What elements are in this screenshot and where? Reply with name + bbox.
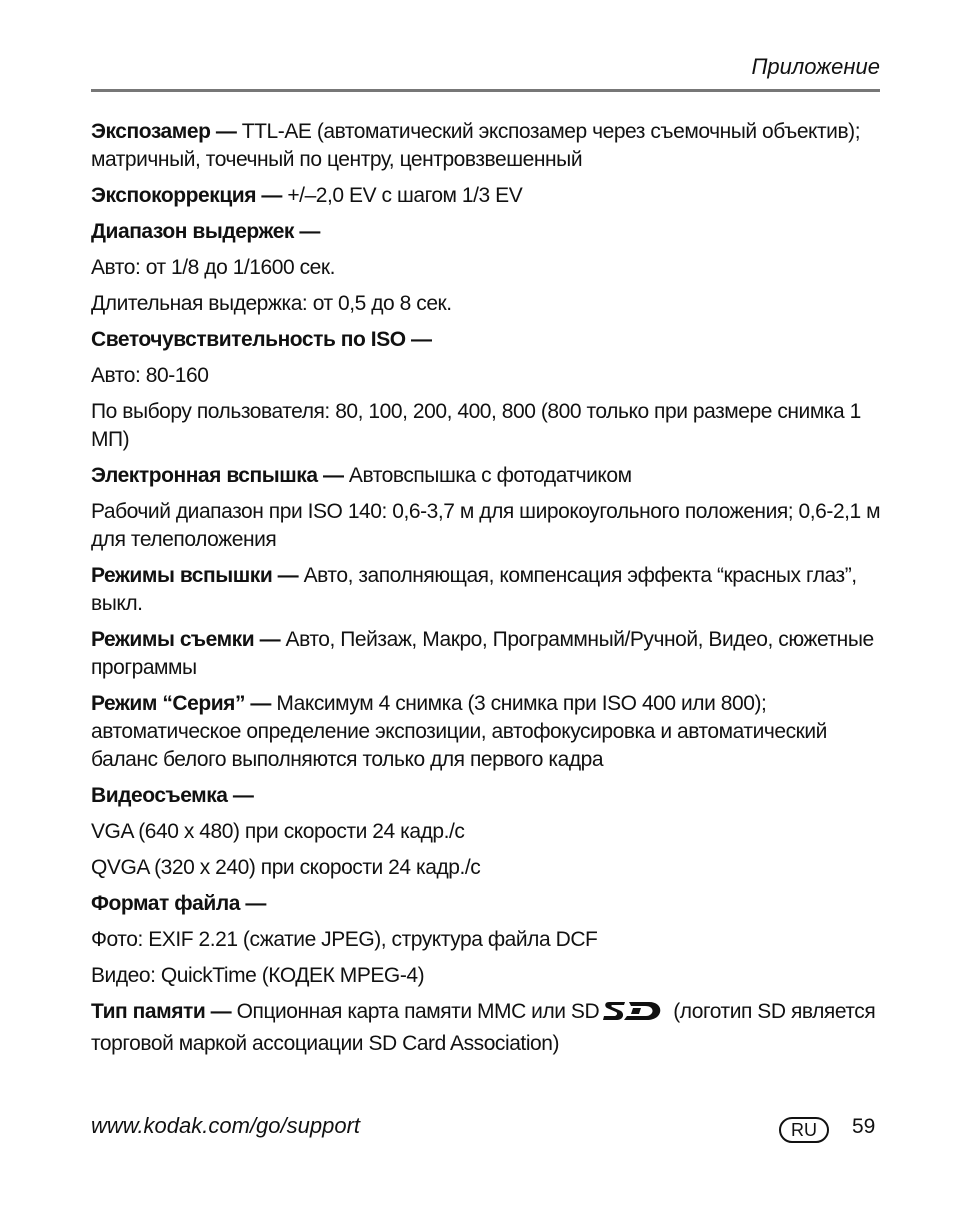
spec-shutter-range-heading: Диапазон выдержек — [91,220,320,243]
spec-iso-heading: Светочувствительность по ISO — [91,328,432,351]
spec-video-qvga: QVGA (320 x 240) при скорости 24 кадр./с [91,856,481,879]
spec-shutter-auto: Авто: от 1/8 до 1/1600 сек. [91,256,336,279]
spec-video-heading: Видеосъемка — [91,784,254,807]
page-number: 59 [852,1115,876,1138]
spec-shutter-long: Длительная выдержка: от 0,5 до 8 сек. [91,292,452,315]
header-rule [91,89,880,92]
support-url[interactable]: www.kodak.com/go/support [91,1113,361,1138]
sd-logo-icon [603,1000,669,1030]
spec-file-format-video: Видео: QuickTime (КОДЕК MPEG-4) [91,964,425,987]
section-title: Приложение [751,54,880,79]
spec-memory-type: Тип памяти — Опционная карта памяти MMC или SD (логотип SD является торговой маркой ассоциации SD Card Association) [91,1000,876,1055]
spec-iso-auto: Авто: 80-160 [91,364,209,387]
spec-flash: Электронная вспышка — Автовспышка с фотодатчиком [91,464,632,487]
language-badge: RU [779,1117,829,1143]
spec-burst-mode: Режим “Серия” — Максимум 4 снимка (3 снимка при ISO 400 или 800); автоматическое определение экспозиции, автофокусировка и автоматический баланс белого выполняются только для первого кадра [91,692,827,771]
spec-exposure-compensation: Экспокоррекция — +/–2,0 EV с шагом 1/3 EV [91,184,523,207]
spec-iso-user: По выбору пользователя: 80, 100, 200, 400, 800 (800 только при размере снимка 1 МП) [91,400,861,451]
spec-file-format-heading: Формат файла — [91,892,266,915]
spec-flash-range: Рабочий диапазон при ISO 140: 0,6-3,7 м для широкоугольного положения; 0,6-2,1 м для телеположения [91,500,881,551]
spec-file-format-photo: Фото: EXIF 2.21 (сжатие JPEG), структура файла DCF [91,928,598,951]
spec-list [91,118,886,1066]
spec-flash-modes: Режимы вспышки — Авто, заполняющая, компенсация эффекта “красных глаз”, выкл. [91,564,857,615]
spec-exposure-metering: Экспозамер — TTL-AE (автоматический экспозамер через съемочный объектив); матричный, точечный по центру, центровзвешенный [91,120,861,171]
spec-capture-modes: Режимы съемки — Авто, Пейзаж, Макро, Программный/Ручной, Видео, сюжетные программы [91,628,874,679]
spec-video-vga: VGA (640 x 480) при скорости 24 кадр./с [91,820,465,843]
